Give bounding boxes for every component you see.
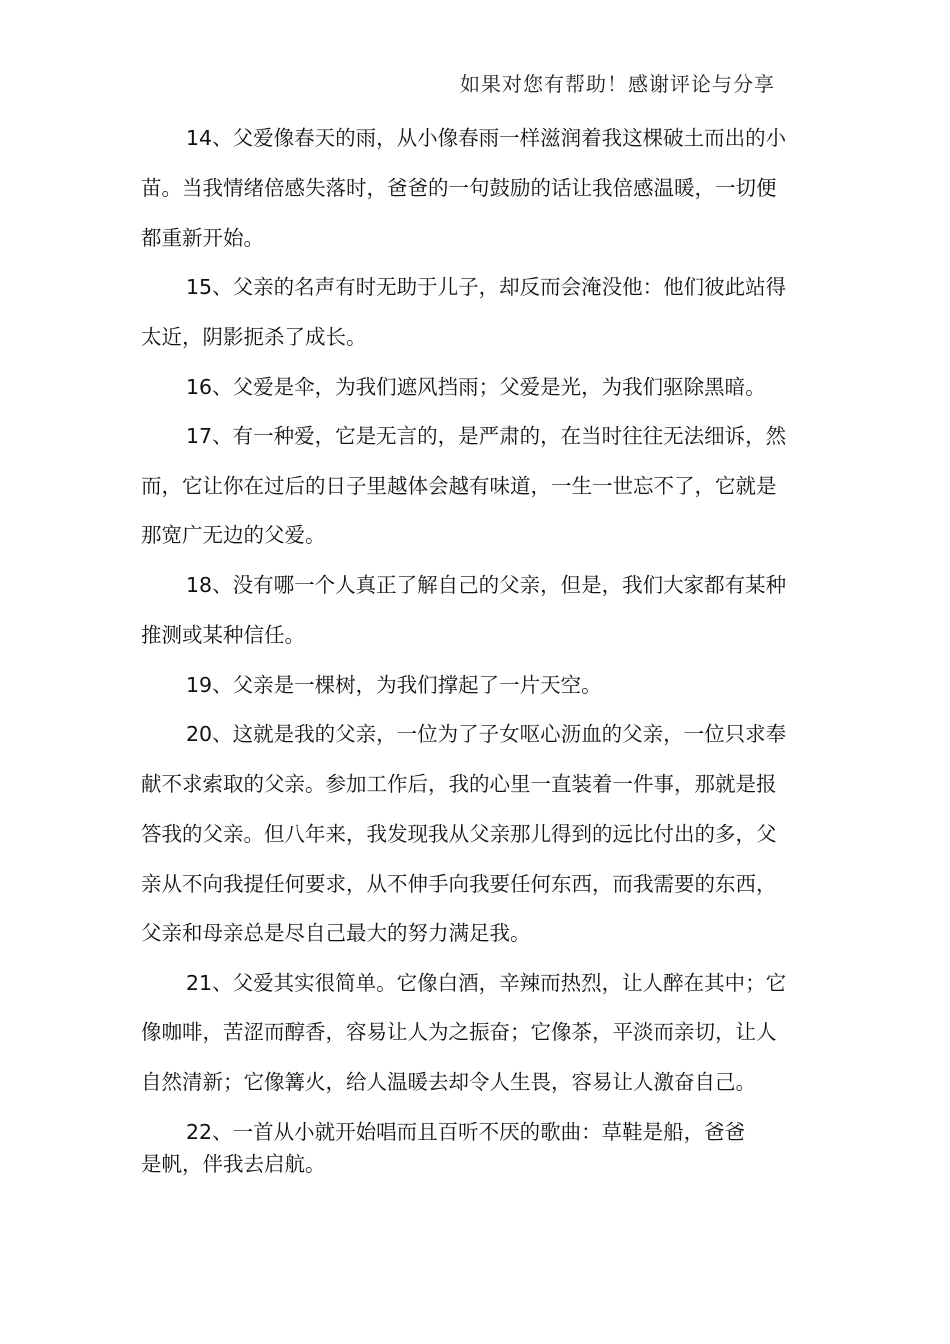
text-line: 答我的父亲。但八年来，我发现我从父亲那儿得到的远比付出的多，父 — [141, 822, 777, 846]
text-line: 20、这就是我的父亲，一位为了子女呕心沥血的父亲，一位只求奉 — [186, 722, 787, 746]
text-line: 都重新开始。 — [141, 226, 264, 250]
text-line: 21、父爱其实很简单。它像白酒，辛辣而热烈，让人醉在其中；它 — [186, 971, 787, 995]
text-line: 19、父亲是一棵树，为我们撑起了一片天空。 — [186, 673, 602, 697]
text-line: 自然清新；它像篝火，给人温暖去却令人生畏，容易让人激奋自己。 — [141, 1070, 756, 1094]
text-line: 献不求索取的父亲。参加工作后，我的心里一直装着一件事，那就是报 — [141, 772, 777, 796]
text-line: 父亲和母亲总是尽自己最大的努力满足我。 — [141, 921, 531, 945]
text-line: 是帆，伴我去启航。 — [141, 1152, 326, 1176]
page-header: 如果对您有帮助！感谢评论与分享 — [460, 72, 775, 96]
text-line: 17、有一种爱，它是无言的，是严肃的，在当时往往无法细诉，然 — [186, 424, 787, 448]
text-line: 而，它让你在过后的日子里越体会越有味道，一生一世忘不了，它就是 — [141, 474, 777, 498]
text-line: 苗。当我情绪倍感失落时，爸爸的一句鼓励的话让我倍感温暖，一切便 — [141, 176, 777, 200]
text-line: 太近，阴影扼杀了成长。 — [141, 325, 367, 349]
text-line: 16、父爱是伞，为我们遮风挡雨；父爱是光，为我们驱除黑暗。 — [186, 375, 766, 399]
text-line: 15、父亲的名声有时无助于儿子，却反而会淹没他：他们彼此站得 — [186, 275, 787, 299]
text-line: 14、父爱像春天的雨，从小像春雨一样滋润着我这棵破土而出的小 — [186, 126, 787, 150]
text-line: 亲从不向我提任何要求，从不伸手向我要任何东西，而我需要的东西， — [141, 872, 777, 896]
text-line: 那宽广无边的父爱。 — [141, 523, 326, 547]
text-line: 22、一首从小就开始唱而且百听不厌的歌曲：草鞋是船，爸爸 — [186, 1120, 746, 1144]
text-line: 18、没有哪一个人真正了解自己的父亲，但是，我们大家都有某种 — [186, 573, 787, 597]
text-line: 推测或某种信任。 — [141, 623, 305, 647]
text-line: 像咖啡，苦涩而醇香，容易让人为之振奋；它像茶，平淡而亲切，让人 — [141, 1020, 777, 1044]
